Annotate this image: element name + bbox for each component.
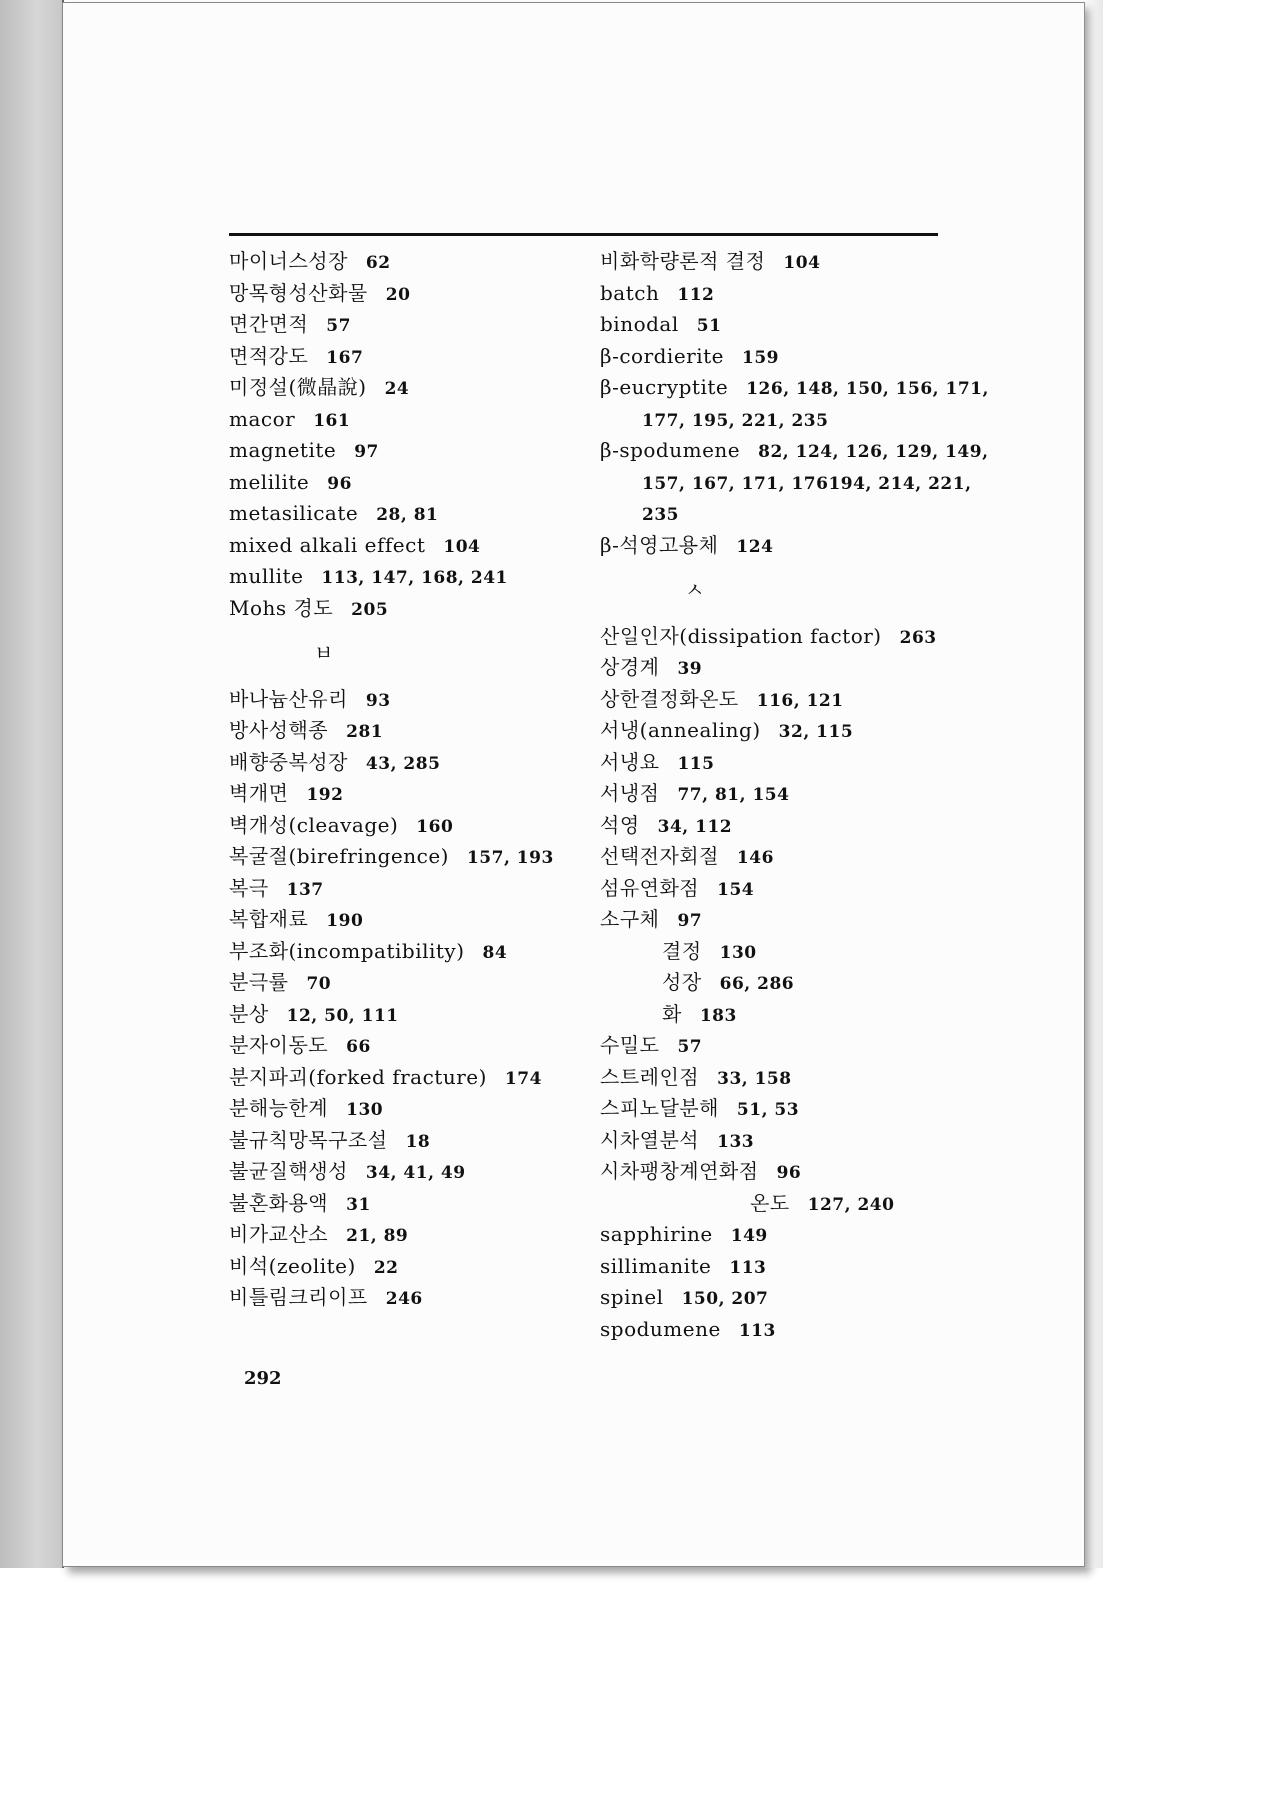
index-entry <box>600 1282 950 1314</box>
index-entry-pages: 157, 167, 171, 176194, 214, 221, <box>642 473 972 494</box>
section-heading-s: ㅅ <box>685 578 705 602</box>
index-entry-term: 섬유연화점 <box>600 875 700 900</box>
index-entry-pages: 96 <box>327 473 352 494</box>
index-entry-pages: 154 <box>717 879 755 900</box>
index-entry-pages: 130 <box>719 942 757 963</box>
index-entry <box>600 747 950 779</box>
index-entry-term: macor <box>229 406 296 431</box>
index-entry-pages: 126, 148, 150, 156, 171, <box>746 379 989 399</box>
index-entry-pages: 263 <box>899 627 937 648</box>
index-entry-pages: 137 <box>286 879 324 900</box>
index-entry-pages: 235 <box>642 505 679 525</box>
index-entry-term: 벽개면 <box>229 781 289 805</box>
index-entry-pages: 57 <box>677 1037 703 1057</box>
index-entry-pages: 127, 240 <box>807 1194 895 1215</box>
index-entry <box>229 309 559 341</box>
index-entry-term: 불균질핵생성 <box>229 1159 348 1183</box>
index-entry <box>229 810 559 842</box>
index-entry-term: 마이너스성장 <box>229 249 348 273</box>
index-entry-term: 벽개성(cleavage) <box>229 812 399 837</box>
index-entry-pages: 32, 115 <box>778 722 854 742</box>
page-shadow <box>1083 0 1103 1568</box>
index-entry-term: spinel <box>600 1285 664 1309</box>
index-entry-term: sillimanite <box>600 1253 712 1278</box>
index-entry <box>600 810 950 842</box>
index-entry-pages: 43, 285 <box>365 753 441 774</box>
index-entry <box>600 530 950 562</box>
index-entry-term: batch <box>600 280 660 305</box>
index-entry-term: 분자이동도 <box>229 1033 329 1057</box>
index-entry-term: 시차팽창계연화점 <box>600 1159 759 1183</box>
index-entry-pages: 104 <box>783 253 821 273</box>
index-entry <box>600 936 950 968</box>
index-entry-pages: 18 <box>405 1131 431 1152</box>
index-entry-pages: 20 <box>385 284 411 305</box>
index-entry <box>229 530 559 562</box>
index-entry-term: β-석영고용체 <box>600 532 719 557</box>
index-entry <box>229 841 559 873</box>
index-entry-pages: 21, 89 <box>346 1226 409 1246</box>
index-entry <box>600 435 989 467</box>
index-entry <box>600 1188 950 1220</box>
index-entry-term: 복극 <box>229 875 269 900</box>
index-entry-pages: 112 <box>677 284 715 305</box>
index-entry-term: 산일인자(dissipation factor) <box>600 623 882 648</box>
index-entry-pages: 66 <box>346 1037 371 1057</box>
index-entry <box>229 1219 559 1251</box>
index-entry-pages: 115 <box>677 753 715 774</box>
index-entry-pages: 96 <box>776 1163 802 1183</box>
index-entry-term: 서냉점 <box>600 781 660 805</box>
index-entry <box>229 246 559 278</box>
index-entry-term: 상경계 <box>600 655 660 679</box>
book-spine-edge <box>0 0 64 1568</box>
index-entry-term: 수밀도 <box>600 1033 660 1057</box>
index-entry <box>600 1251 950 1283</box>
index-entry-pages: 183 <box>699 1005 737 1026</box>
index-entry <box>600 278 950 310</box>
index-entry-term: 비틀림크리이프 <box>229 1285 368 1309</box>
index-entry-term: 온도 <box>750 1190 790 1215</box>
header-rule <box>229 233 938 236</box>
index-entry-pages: 104 <box>443 536 481 557</box>
index-entry-pages: 177, 195, 221, 235 <box>642 410 829 431</box>
index-entry-pages: 113, 147, 168, 241 <box>321 568 508 588</box>
index-entry <box>229 498 559 530</box>
index-entry-pages: 70 <box>306 974 332 994</box>
index-entry-pages: 22 <box>373 1257 399 1278</box>
index-entry <box>600 778 950 810</box>
index-entry <box>229 1282 559 1314</box>
index-entry-term: 서냉요 <box>600 749 660 774</box>
index-entry-pages: 161 <box>313 410 351 431</box>
index-entry <box>600 904 950 936</box>
index-entry-term: 면간면적 <box>229 312 309 336</box>
index-entry <box>229 1093 559 1125</box>
index-entry-term: mullite <box>229 564 304 588</box>
index-entry <box>229 715 559 747</box>
index-entry-term: 불혼화용액 <box>229 1190 329 1215</box>
index-entry <box>229 467 559 499</box>
index-entry-term: 미정설(微晶說) <box>229 375 367 399</box>
index-entry-term: melilite <box>229 469 310 494</box>
index-entry-pages: 31 <box>346 1194 371 1215</box>
index-entry-pages: 133 <box>717 1131 755 1152</box>
index-entry <box>600 999 950 1031</box>
index-entry <box>229 278 559 310</box>
index-entry-term: β-eucryptite <box>600 375 729 399</box>
index-entry <box>600 1093 950 1125</box>
index-entry <box>229 561 559 593</box>
index-entry-pages: 160 <box>416 816 454 837</box>
index-entry-term: 복굴절(birefringence) <box>229 844 449 868</box>
index-entry <box>229 778 559 810</box>
index-entry-term: Mohs 경도 <box>229 595 334 620</box>
index-entry-term: 석영 <box>600 812 640 837</box>
index-entry-term: 면적강도 <box>229 343 309 368</box>
index-entry-pages: 12, 50, 111 <box>286 1005 399 1026</box>
index-entry-term: 시차열분석 <box>600 1127 700 1152</box>
index-entry-pages: 159 <box>742 347 779 368</box>
index-entry-term: 선택전자회절 <box>600 844 719 868</box>
index-entry <box>229 747 559 779</box>
index-entry <box>229 341 559 373</box>
index-entry-pages: 205 <box>351 599 389 620</box>
index-entry-term: metasilicate <box>229 501 359 525</box>
index-entry-pages: 130 <box>346 1100 384 1120</box>
index-entry-pages: 66, 286 <box>719 974 795 994</box>
index-entry-pages: 97 <box>354 442 379 462</box>
index-entry-pages: 116, 121 <box>756 690 844 711</box>
index-entry <box>600 1314 950 1346</box>
index-entry-pages: 124 <box>736 536 774 557</box>
index-entry <box>600 246 950 278</box>
index-entry-term: 분해능한계 <box>229 1096 329 1120</box>
index-entry-pages: 113 <box>729 1257 767 1278</box>
index-entry-pages: 93 <box>365 690 391 711</box>
index-entry <box>229 967 559 999</box>
index-entry-term: β-spodumene <box>600 438 741 462</box>
index-entry <box>229 1156 559 1188</box>
index-entry-term: 비가교산소 <box>229 1222 329 1246</box>
index-entry-pages: 51 <box>696 316 722 336</box>
index-entry-term: magnetite <box>229 438 337 462</box>
index-entry-pages: 190 <box>326 911 364 931</box>
index-entry <box>229 1125 559 1157</box>
index-entry-pages: 82, 124, 126, 129, 149, <box>758 442 989 462</box>
index-entry-term: 망목형성산화물 <box>229 280 368 305</box>
index-entry-pages: 39 <box>677 659 703 679</box>
index-entry-term: 화 <box>662 1001 682 1026</box>
index-entry <box>229 404 559 436</box>
index-entry-pages: 146 <box>736 848 774 868</box>
index-entry-term: 바나늄산유리 <box>229 686 348 711</box>
index-entry <box>229 1251 559 1283</box>
index-entry-term: 비화학량론적 결정 <box>600 249 766 273</box>
index-entry <box>229 1062 559 1094</box>
index-entry <box>229 435 559 467</box>
index-entry-pages: 84 <box>482 942 508 963</box>
index-entry <box>229 684 559 716</box>
index-entry <box>600 498 950 530</box>
index-entry <box>229 593 559 625</box>
index-entry-term: mixed alkali effect <box>229 532 426 557</box>
index-entry <box>229 999 559 1031</box>
index-entry <box>229 372 559 404</box>
index-entry <box>600 684 950 716</box>
index-entry-term: 방사성핵종 <box>229 718 329 742</box>
index-entry-term: 서냉(annealing) <box>600 718 761 742</box>
index-entry-term: 스피노달분해 <box>600 1096 719 1120</box>
index-entry-term: 분극률 <box>229 970 289 994</box>
index-entry <box>600 1125 950 1157</box>
index-entry <box>229 873 559 905</box>
index-left-column <box>229 246 559 1314</box>
index-entry <box>600 621 950 653</box>
index-entry-pages: 157, 193 <box>466 848 554 868</box>
index-entry-pages: 57 <box>326 316 351 336</box>
index-entry-pages: 28, 81 <box>376 505 439 525</box>
index-entry <box>600 341 950 373</box>
index-entry-pages: 51, 53 <box>736 1100 800 1120</box>
index-entry <box>600 715 950 747</box>
index-entry-term: spodumene <box>600 1316 721 1341</box>
index-entry <box>600 967 950 999</box>
index-entry <box>600 309 950 341</box>
index-entry-pages: 167 <box>326 347 364 368</box>
index-entry <box>229 936 559 968</box>
index-entry <box>229 1030 559 1062</box>
index-entry-pages: 174 <box>504 1068 542 1089</box>
index-entry-term: 배향중복성장 <box>229 749 348 774</box>
page-number: 292 <box>244 1368 282 1389</box>
index-entry-term: 비석(zeolite) <box>229 1253 356 1278</box>
index-entry-term: 소구체 <box>600 907 660 931</box>
index-entry <box>600 841 950 873</box>
index-entry-pages: 97 <box>677 911 703 931</box>
index-entry <box>600 652 950 684</box>
index-entry-term: 분상 <box>229 1001 269 1026</box>
index-entry-pages: 113 <box>738 1320 776 1341</box>
section-heading-b: ㅂ <box>314 641 334 665</box>
index-entry-term: binodal <box>600 312 679 336</box>
index-entry-pages: 281 <box>346 722 384 742</box>
index-entry-pages: 77, 81, 154 <box>677 785 790 805</box>
index-entry <box>600 873 950 905</box>
index-entry <box>600 467 972 499</box>
index-entry-term: 부조화(incompatibility) <box>229 938 465 963</box>
index-entry-term: 결정 <box>662 938 702 963</box>
index-entry-term: 성장 <box>662 970 702 994</box>
index-entry-pages: 192 <box>306 785 344 805</box>
index-entry-pages: 150, 207 <box>681 1289 769 1309</box>
index-right-column <box>600 246 989 1345</box>
index-entry <box>600 372 989 404</box>
index-entry-pages: 24 <box>384 379 410 399</box>
index-entry-term: 복합재료 <box>229 907 309 931</box>
index-entry-term: 분지파괴(forked fracture) <box>229 1064 487 1089</box>
index-entry-term: 불규칙망목구조설 <box>229 1127 388 1152</box>
index-entry-pages: 34, 112 <box>657 816 733 837</box>
index-entry-pages: 33, 158 <box>717 1068 792 1089</box>
index-entry-term: 스트레인점 <box>600 1064 700 1089</box>
index-entry <box>600 1156 950 1188</box>
index-entry-term: β-cordierite <box>600 343 724 368</box>
index-entry <box>600 1030 950 1062</box>
index-entry <box>229 1188 559 1220</box>
index-entry <box>600 404 950 436</box>
index-entry <box>229 904 559 936</box>
index-entry <box>600 1219 950 1251</box>
index-entry-pages: 62 <box>365 253 391 273</box>
index-entry-term: sapphirine <box>600 1222 713 1246</box>
index-entry-pages: 149 <box>730 1226 768 1246</box>
index-entry-term: 상한결정화온도 <box>600 686 739 711</box>
index-entry-pages: 246 <box>385 1289 423 1309</box>
index-entry <box>600 1062 950 1094</box>
index-entry-pages: 34, 41, 49 <box>365 1163 466 1183</box>
